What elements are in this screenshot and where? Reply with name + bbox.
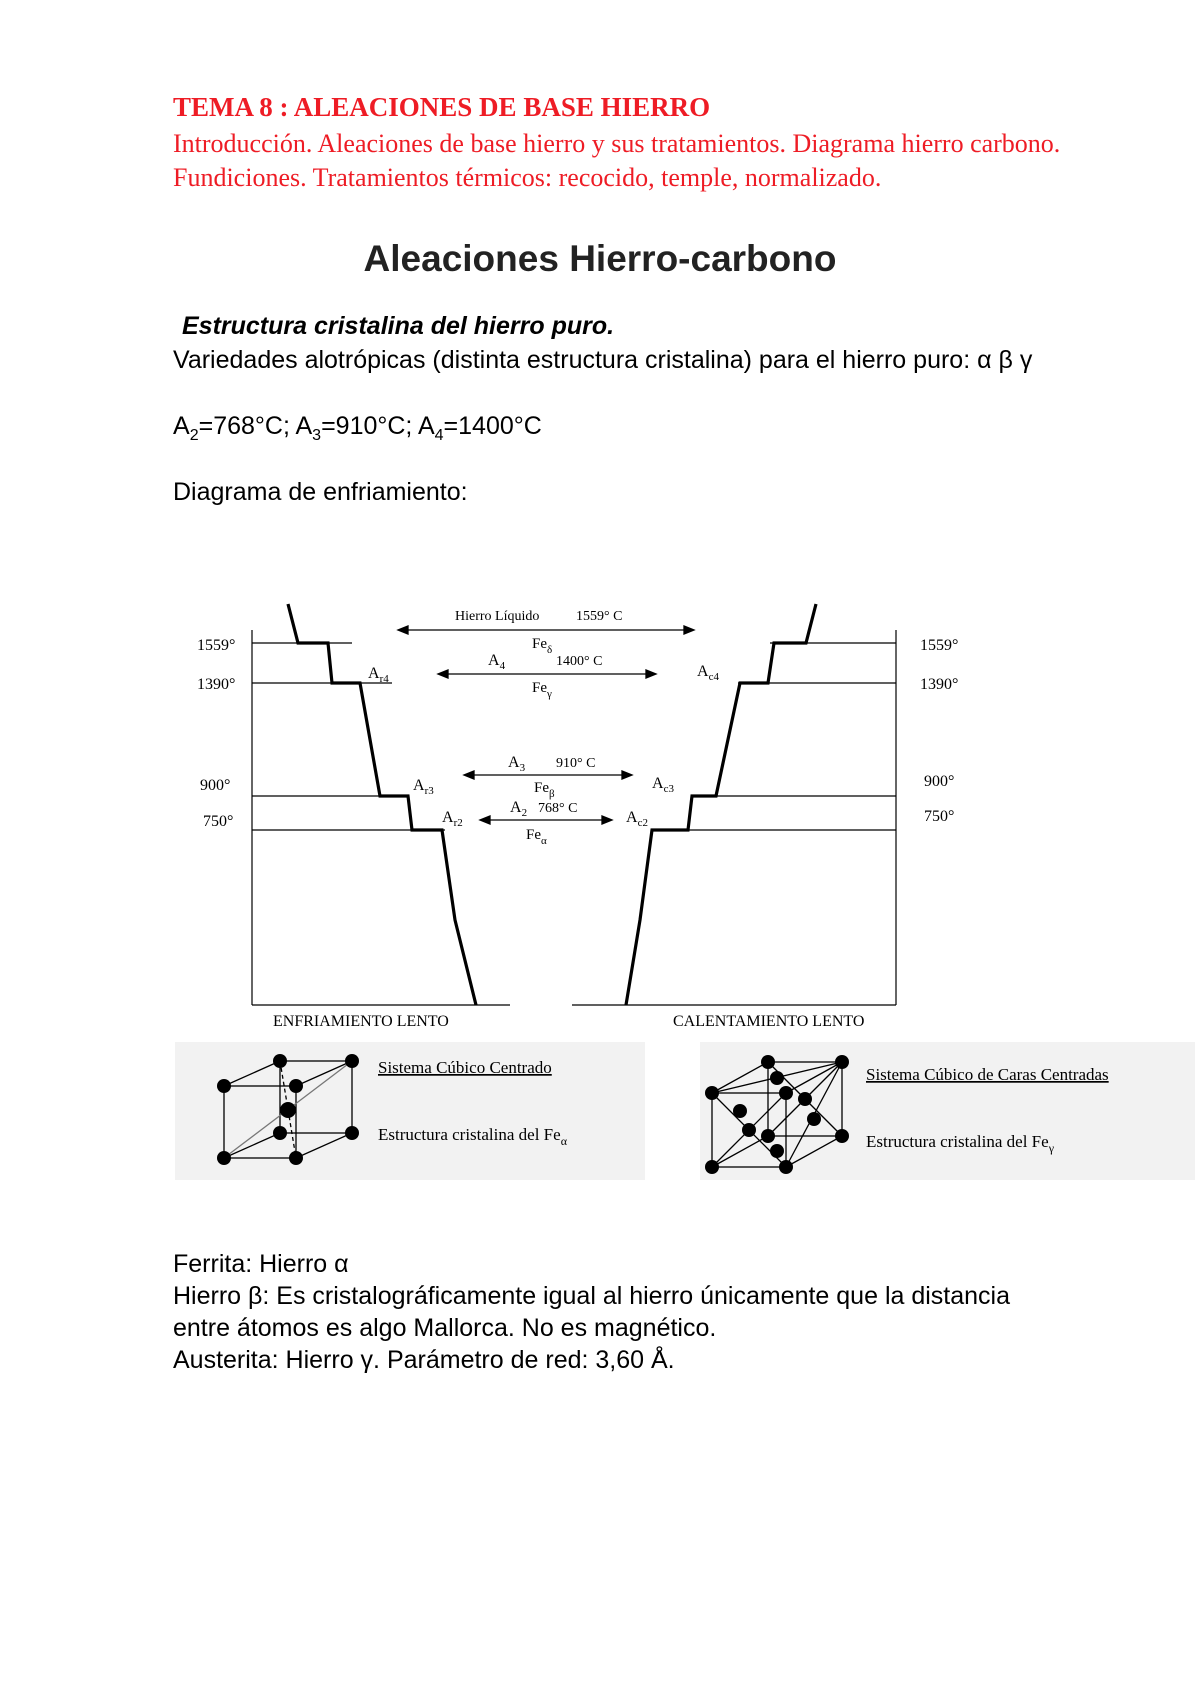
a2-temp-label: 768° C	[538, 801, 578, 816]
right-temp-1390: 1390°	[920, 676, 959, 693]
left-temp-750: 750°	[203, 813, 234, 830]
fe-alpha-label: $Fe_\alpha$	[526, 827, 547, 847]
right-temp-750: 750°	[924, 808, 955, 825]
a3-label: A	[295, 412, 313, 440]
ar4-label: $A_{r4}$	[368, 665, 389, 685]
ac4-label: $A_{c4}$	[697, 663, 719, 683]
intro-paragraph: Variedades alotrópicas (distinta estructura cristalina) para el hierro puro: α β γ	[173, 346, 1033, 374]
cooling-diagram	[0, 590, 1200, 1030]
left-temp-1390: 1390°	[197, 676, 236, 693]
a4-label-diagram: $A_4$	[488, 652, 506, 672]
a3-label-diagram: $A_3$	[508, 754, 526, 774]
a4-value: =1400°C	[443, 412, 542, 440]
a2-value: =768°C;	[198, 412, 296, 440]
bcc-description: Estructura cristalina del $Fe_\alpha$	[378, 1125, 567, 1148]
fe-beta-label: $Fe_\beta$	[534, 780, 555, 800]
liquid-temp: 1559° C	[576, 609, 623, 624]
fe-gamma-label: $Fe_\gamma$	[532, 680, 552, 700]
diagram-label: Diagrama de enfriamiento:	[173, 478, 468, 506]
subheading: Estructura cristalina del hierro puro.	[182, 312, 615, 340]
a3-temp-label: 910° C	[556, 756, 596, 771]
fcc-description: Estructura cristalina del $Fe_\gamma$	[866, 1132, 1054, 1155]
a3-sub: 3	[312, 427, 322, 444]
cooling-caption: ENFRIAMIENTO LENTO	[273, 1013, 449, 1030]
topic-subtitle: Introducción. Aleaciones de base hierro y sus tratamientos. Diagrama hierro carbono. Fundiciones. Tratamientos térmicos: recocido, temple, normalizado.	[173, 129, 1061, 192]
left-temp-1559: 1559°	[197, 637, 236, 654]
bcc-title: Sistema Cúbico Centrado	[378, 1058, 552, 1077]
note-austenite: Austerita: Hierro γ. Parámetro de red: 3,60 Å.	[173, 1346, 675, 1374]
note-ferrite: Ferrita: Hierro α	[173, 1250, 349, 1278]
a4-temp-label: 1400° C	[556, 654, 603, 669]
right-temp-1559: 1559°	[920, 637, 959, 654]
topic-title: TEMA 8 : ALEACIONES DE BASE HIERRO	[173, 92, 711, 122]
left-temp-900: 900°	[200, 777, 231, 794]
liquid-label: Hierro Líquido	[455, 609, 540, 624]
a2-sub: 2	[189, 427, 199, 444]
a4-sub: 4	[434, 427, 444, 444]
note-beta-iron: Hierro β: Es cristalográficamente igual al hierro únicamente que la distancia entre átomos es algo Mallorca. No es magnético.	[173, 1282, 1011, 1342]
fe-delta-label: $Fe_\delta$	[532, 636, 553, 656]
a2-label-diagram: $A_2$	[510, 799, 528, 819]
section-title: Aleaciones Hierro-carbono	[363, 238, 837, 279]
heating-curve	[626, 604, 816, 1005]
transition-temperatures	[173, 412, 542, 445]
ar2-label: $A_{r2}$	[442, 809, 463, 829]
a3-value: =910°C;	[321, 412, 418, 440]
cooling-curve	[288, 604, 476, 1005]
ac3-label: $A_{c3}$	[652, 775, 674, 795]
ac2-label: $A_{c2}$	[626, 809, 648, 829]
a4-label: A	[417, 412, 435, 440]
right-temp-900: 900°	[924, 773, 955, 790]
notes-section	[173, 1248, 1053, 1376]
crystal-structures	[0, 1040, 1200, 1190]
fcc-title: Sistema Cúbico de Caras Centradas	[866, 1065, 1109, 1084]
a2-label: A	[173, 412, 190, 440]
heating-caption: CALENTAMIENTO LENTO	[673, 1013, 865, 1030]
ar3-label: $A_{r3}$	[413, 777, 434, 797]
